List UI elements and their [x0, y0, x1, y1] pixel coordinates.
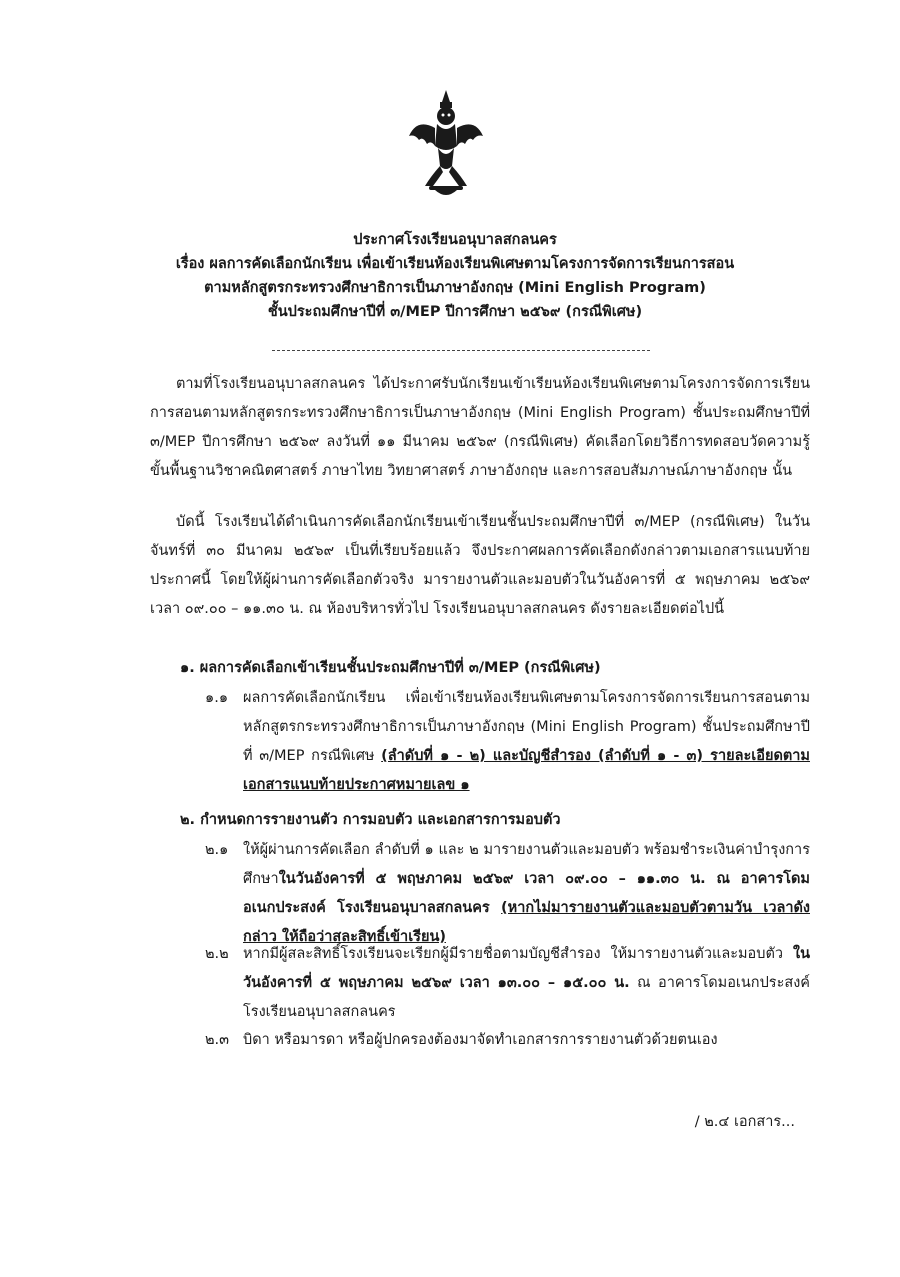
item-emphasis: (ลำดับที่ ๑ - ๒) และบัญชีสำรอง (ลำดับที่ ๑ - ๓) รายละเอียดตามเอกสารแนบท้ายประกาศหมายเลข ๑	[243, 748, 810, 793]
section-1-item-1	[205, 684, 810, 800]
title-line-3: ตามหลักสูตรกระทรวงศึกษาธิการเป็นภาษาอังกฤษ (Mini English Program)	[204, 280, 706, 296]
intro-paragraph-1: ตามที่โรงเรียนอนุบาลสกลนคร ได้ประกาศรับนักเรียนเข้าเรียนห้องเรียนพิเศษตามโครงการจัดการเรียนการสอนตามหลักสูตรกระทรวงศึกษาธิการเป็นภาษาอังกฤษ (Mini English Program) ชั้นประถมศึกษาปีที่ ๓/MEP ปีการศึกษา ๒๕๖๙ ลงวันที่ ๑๑ มีนาคม ๒๕๖๙ (กรณีพิเศษ) คัดเลือกโดยวิธีการทดสอบวัดความรู้ขั้นพื้นฐานวิชาคณิตศาสตร์ ภาษาไทย วิทยาศาสตร์ ภาษาอังกฤษ และการสอบสัมภาษณ์ภาษาอังกฤษ นั้น	[150, 376, 810, 479]
section-2-heading: ๒. กำหนดการรายงานตัว การมอบตัว และเอกสารการมอบตัว	[180, 812, 561, 828]
title-line-2: เรื่อง ผลการคัดเลือกนักเรียน เพื่อเข้าเรียนห้องเรียนพิเศษตามโครงการจัดการเรียนการสอน	[175, 256, 735, 272]
section-1-heading: ๑. ผลการคัดเลือกเข้าเรียนชั้นประถมศึกษาปีที่ ๓/MEP (กรณีพิเศษ)	[180, 660, 601, 676]
item-number: ๒.๑	[205, 842, 229, 858]
item-text: หากมีผู้สละสิทธิ์โรงเรียนจะเรียกผู้มีรายชื่อตามบัญชีสำรอง ให้มารายงานตัวและมอบตัว	[243, 946, 793, 962]
garuda-emblem-icon	[405, 88, 487, 200]
title-line-4: ชั้นประถมศึกษาปีที่ ๓/MEP ปีการศึกษา ๒๕๖๙ (กรณีพิเศษ)	[267, 304, 643, 320]
item-tail: ณ อาคารโดมอเนกประสงค์ โรงเรียนอนุบาลสกลนคร	[243, 975, 810, 1020]
item-number: ๒.๒	[205, 946, 229, 962]
item-number: ๒.๓	[205, 1032, 230, 1048]
dashed-divider	[272, 350, 650, 351]
section-2-item-3	[205, 1026, 810, 1055]
item-text: บิดา หรือมารดา หรือผู้ปกครองต้องมาจัดทำเอกสารการรายงานตัวด้วยตนเอง	[243, 1032, 718, 1048]
item-emphasis: (หากไม่มารายงานตัวและมอบตัวตามวัน เวลาดังกล่าว ให้ถือว่าสละสิทธิ์เข้าเรียน)	[243, 900, 810, 945]
section-2-item-1	[205, 836, 810, 952]
item-text: ผลการคัดเลือกนักเรียน เพื่อเข้าเรียนห้องเรียนพิเศษตามโครงการจัดการเรียนการสอนตามหลักสูตรกระทรวงศึกษาธิการเป็นภาษาอังกฤษ (Mini English Program) ชั้นประถมศึกษาปีที่ ๓/MEP กรณีพิเศษ	[243, 690, 810, 764]
section-2-item-2	[205, 940, 810, 1027]
title-line-1: ประกาศโรงเรียนอนุบาลสกลนคร	[353, 232, 557, 248]
continuation-note: / ๒.๔ เอกสาร...	[694, 1114, 795, 1130]
item-bold: ในวันอังคารที่ ๕ พฤษภาคม ๒๕๖๙ เวลา ๑๓.๐๐ – ๑๕.๐๐ น.	[243, 946, 810, 991]
item-bold: ในวันอังคารที่ ๕ พฤษภาคม ๒๕๖๙ เวลา ๐๙.๐๐ – ๑๑.๓๐ น. ณ อาคารโดมอเนกประสงค์ โรงเรียนอนุบาลสกลนคร	[243, 871, 810, 916]
item-number: ๑.๑	[205, 690, 229, 706]
item-text: ให้ผู้ผ่านการคัดเลือก ลำดับที่ ๑ และ ๒ มารายงานตัวและมอบตัว พร้อมชำระเงินค่าบำรุงการศึกษา	[243, 842, 810, 887]
announcement-title	[120, 228, 790, 324]
intro-paragraph-2: บัดนี้ โรงเรียนได้ดำเนินการคัดเลือกนักเรียนเข้าเรียนชั้นประถมศึกษาปีที่ ๓/MEP (กรณีพิเศษ) ในวันจันทร์ที่ ๓๐ มีนาคม ๒๕๖๙ เป็นที่เรียบร้อยแล้ว จึงประกาศผลการคัดเลือกดังกล่าวตามเอกสารแนบท้ายประกาศนี้ โดยให้ผู้ผ่านการคัดเลือกตัวจริง มารายงานตัวและมอบตัวในวันอังคารที่ ๕ พฤษภาคม ๒๕๖๙ เวลา ๐๙.๐๐ – ๑๑.๓๐ น. ณ ห้องบริหารทั่วไป โรงเรียนอนุบาลสกลนคร ดังรายละเอียดต่อไปนี้	[150, 514, 810, 617]
